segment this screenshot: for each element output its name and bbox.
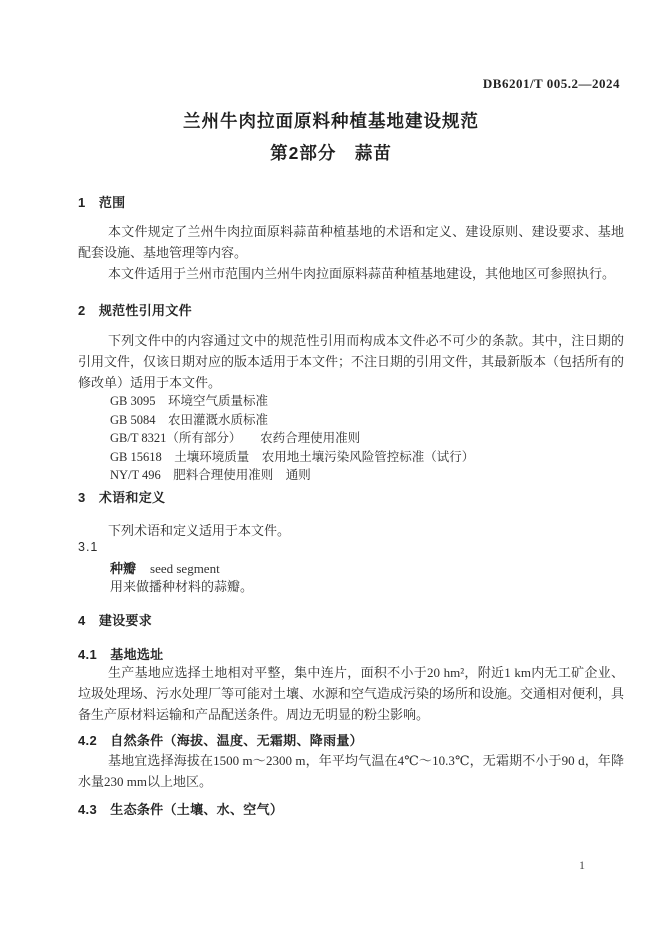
section4-2-heading: 4.2 自然条件（海拔、温度、无霜期、降雨量） xyxy=(78,733,363,748)
section3-intro: 下列术语和定义适用于本文件。 xyxy=(108,523,291,538)
reference-item: GB 15618 土壤环境质量 农用地土壤污染风险管控标准（试行） xyxy=(110,449,475,464)
doc-code: DB6201/T 005.2—2024 xyxy=(482,76,620,91)
term-en: seed segment xyxy=(150,561,220,576)
reference-item: NY/T 496 肥料合理使用准则 通则 xyxy=(110,468,311,482)
section3-heading: 3 术语和定义 xyxy=(78,490,166,505)
reference-item: GB 5084 农田灌溉水质标准 xyxy=(110,412,268,427)
section2-intro: 下列文件中的内容通过文中的规范性引用而构成本文件必不可少的条款。其中，注日期的引用文件，仅该日期对应的版本适用于本文件；不注日期的引用文件，其最新版本（包括所有的修改单）适用于本文件。 xyxy=(78,333,625,390)
term-cn: 种瓣 xyxy=(110,561,137,576)
term-definition-text: 用来做播种材料的蒜瓣。 xyxy=(110,579,254,594)
reference-item: GB/T 8321（所有部分） 农药合理使用准则 xyxy=(110,431,361,445)
reference-item: GB 3095 环境空气质量标准 xyxy=(110,394,268,408)
doc-title-line1: 兰州牛肉拉面原料种植基地建设规范 xyxy=(183,111,479,131)
section1-paragraph-2: 本文件适用于兰州市范围内兰州牛肉拉面原料蒜苗种植基地建设，其他地区可参照执行。 xyxy=(108,266,616,281)
section2-heading: 2 规范性引用文件 xyxy=(78,303,192,318)
section4-2-paragraph: 基地宜选择海拔在1500 m～2300 m，年平均气温在4℃～10.3℃，无霜期不小于90 d，年降水量230 mm以上地区。 xyxy=(78,753,624,789)
section1-paragraph-1: 本文件规定了兰州牛肉拉面原料蒜苗种植基地的术语和定义、建设原则、建设要求、基地配套设施、基地管理等内容。 xyxy=(78,224,624,260)
section4-3-heading: 4.3 生态条件（土壤、水、空气） xyxy=(78,802,284,817)
section4-heading: 4 建设要求 xyxy=(78,613,153,628)
page-number: 1 xyxy=(579,858,585,872)
normative-references-list xyxy=(110,392,624,485)
clause-number: 3.1 xyxy=(78,540,99,554)
section4-1-paragraph: 生产基地应选择土地相对平整，集中连片，面积不小于20 hm²，附近1 km内无工矿企业、垃圾处理场、污水处理厂等可能对土壤、水源和空气造成污染的场所和设施。交通相对便利，具备生产原材料运输和产品配送条件。周边无明显的粉尘影响。 xyxy=(78,665,625,722)
section1-heading: 1 范围 xyxy=(78,195,126,210)
term-definition-line xyxy=(110,558,220,577)
section4-1-heading: 4.1 基地选址 xyxy=(78,647,164,662)
doc-title-line2: 第2部分 蒜苗 xyxy=(270,143,392,163)
